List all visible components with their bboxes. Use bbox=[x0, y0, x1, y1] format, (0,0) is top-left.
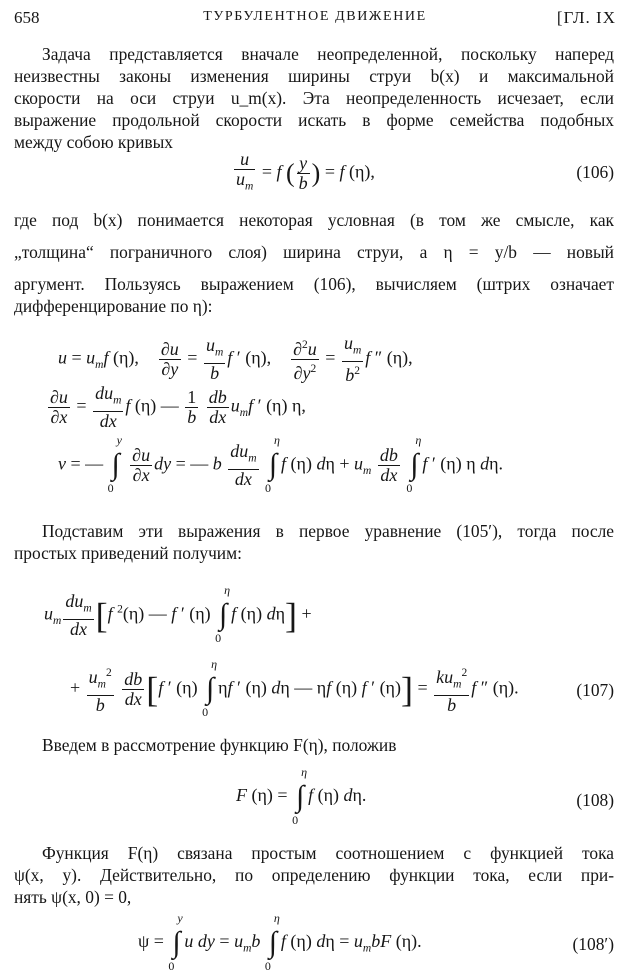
equation-107-line-2: + $\frac{u_m^2}{b}$ $\frac{db}{dx}$ [f ′ (η) ∫ η 0 ηf ′ (η) dη — ηf (η) f ′ (η)] = $\frac{ku_m^2}{b}$ f ″ (η). bbox=[70, 657, 519, 720]
equation-derivatives-2: $\frac{\partial u}{\partial x}$ = $\frac{du_m}{dx}$ f (η) — $\frac{1}{b}$ $\frac{db}{dx}$ $u_mf$ ′ (η) η, bbox=[50, 383, 306, 431]
text-line: дифференцирование по η): bbox=[14, 296, 213, 316]
paragraph-stream-function bbox=[14, 842, 614, 908]
paragraph-substitute bbox=[14, 520, 614, 564]
text-line: выражение продольной скорости искать в форме семейства подобных bbox=[14, 110, 614, 130]
equation-number-106: (106) bbox=[576, 162, 614, 182]
equation-106: $\frac{u}{u_m}$ = f ( $\frac{y}{b}$ ) = f (η), bbox=[236, 149, 375, 193]
text-line: ψ(x, y). Действительно, по определению функции тока, если при- bbox=[14, 865, 614, 885]
equation-velocity-v: v = — ∫ y 0 $\frac{\partial u}{\partial x}$ dy = — b $\frac{du_m}{dx}$ ∫ η 0 f (η) $d\eta + u_m$ $\frac{db}{dx}$ ∫ η 0 f ′ (η) η dη. bbox=[58, 433, 504, 496]
text-line: между собою кривых bbox=[14, 132, 173, 152]
equation-107-line-1: $u_m$ $\frac{du_m}{dx}$ [f $^2$(η) — f ′ (η) ∫ η 0 f (η) dη] + bbox=[44, 583, 312, 646]
text-line: Задача представляется вначале неопределенной, поскольку наперед bbox=[42, 44, 614, 64]
text-line: аргумент. Пользуясь выражением (106), вычисляем (штрих означает bbox=[14, 274, 614, 294]
paragraph-definition bbox=[14, 209, 614, 317]
page-header bbox=[14, 8, 616, 30]
chapter-label: [ГЛ. IX bbox=[556, 8, 616, 27]
text-line: „толщина“ пограничного слоя) ширина струи, а η = y/b — новый bbox=[14, 242, 614, 262]
equation-number-107: (107) bbox=[576, 680, 614, 700]
running-title: ТУРБУЛЕНТНОЕ ДВИЖЕНИЕ bbox=[203, 9, 427, 24]
text-line: простых приведений получим: bbox=[14, 543, 242, 563]
text-line: где под b(x) понимается некоторая условная (в том же смысле, как bbox=[14, 210, 614, 230]
equation-derivatives-1: $u = u_mf$ (η), $\frac{\partial u}{\partial y}$ = $\frac{u_m}{b}$ f ′ (η), $\frac{\partial^2u}{\partial y^2}$ = $\frac{u_m}{b^2}$ f ″ (η), bbox=[58, 333, 413, 385]
equation-108: F (η) = ∫ η 0 f (η) dη. bbox=[236, 765, 367, 827]
paragraph-introduce-F bbox=[14, 734, 614, 756]
text-line: Функция F(η) связана простым соотношением с функцией тока bbox=[42, 843, 614, 863]
text-line: Подставим эти выражения в первое уравнение (105′), тогда после bbox=[42, 521, 614, 541]
text-line: Введем в рассмотрение функцию F(η), положив bbox=[42, 735, 397, 755]
text-line: скорости на оси струи u_m(x). Эта неопределенность исчезает, если bbox=[14, 88, 614, 108]
text-line: нять ψ(x, 0) = 0, bbox=[14, 887, 132, 907]
paragraph-intro bbox=[14, 43, 614, 153]
equation-number-108: (108) bbox=[576, 790, 614, 810]
text-line: неизвестны законы изменения ширины струи b(x) и максимальной bbox=[14, 66, 614, 86]
equation-number-108-prime: (108′) bbox=[572, 934, 614, 954]
equation-108-prime: ψ = ∫ y 0 u dy = $u_mb$ ∫ η 0 f (η) $d\eta = u_mbF$ (η). bbox=[138, 911, 422, 973]
page-number: 658 bbox=[14, 8, 40, 27]
